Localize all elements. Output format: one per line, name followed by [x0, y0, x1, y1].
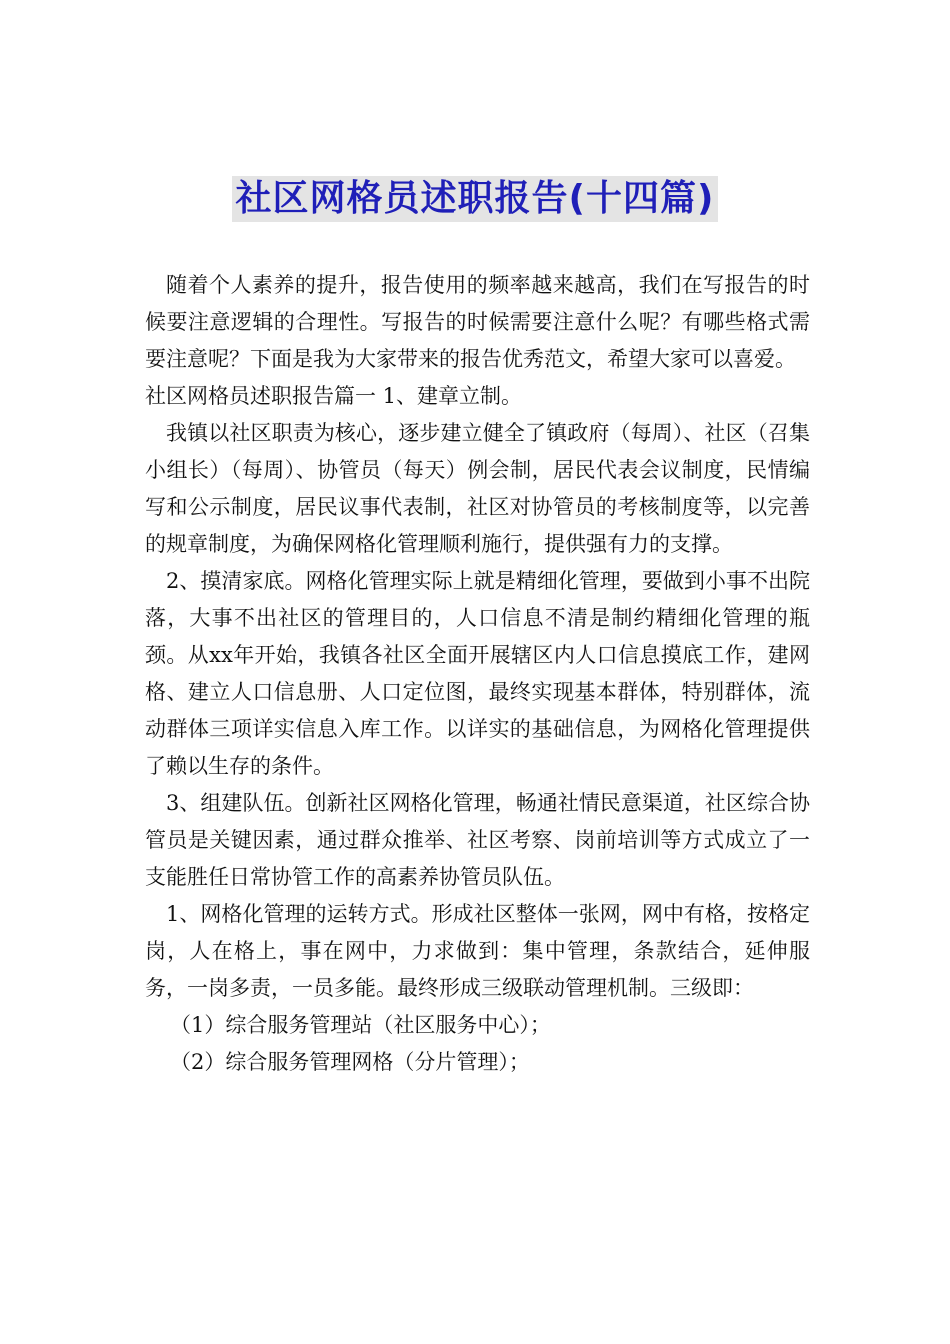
title-block	[0, 176, 950, 222]
document-body	[145, 267, 810, 1081]
list-item: （2）综合服务管理网格（分片管理）；	[170, 1050, 530, 1074]
list-item: （1）综合服务管理站（社区服务中心）；	[170, 1013, 551, 1037]
intro-paragraph: 随着个人素养的提升，报告使用的频率越来越高，我们在写报告的时候要注意逻辑的合理性。写报告的时候需要注意什么呢？有哪些格式需要注意呢？下面是我为大家带来的报告优秀范文，希望大家可以喜爱。	[145, 273, 810, 371]
section-heading: 社区网格员述职报告篇一 1、建章立制。	[145, 384, 523, 408]
document-title: 社区网格员述职报告(十四篇)	[232, 176, 719, 222]
body-paragraph: 我镇以社区职责为核心，逐步建立健全了镇政府（每周）、社区（召集小组长）（每周）、协管员（每天）例会制，居民代表会议制度，民情编写和公示制度，居民议事代表制，社区对协管员的考核制度等，以完善的规章制度，为确保网格化管理顺利施行，提供强有力的支撑。	[145, 421, 810, 556]
body-paragraph: 3、组建队伍。创新社区网格化管理，畅通社情民意渠道，社区综合协管员是关键因素，通过群众推举、社区考察、岗前培训等方式成立了一支能胜任日常协管工作的高素养协管员队伍。	[145, 791, 810, 889]
body-paragraph: 2、摸清家底。网格化管理实际上就是精细化管理，要做到小事不出院落，大事不出社区的管理目的，人口信息不清是制约精细化管理的瓶颈。从xx年开始，我镇各社区全面开展辖区内人口信息摸底工作，建网格、建立人口信息册、人口定位图，最终实现基本群体，特别群体，流动群体三项详实信息入库工作。以详实的基础信息，为网格化管理提供了赖以生存的条件。	[145, 569, 810, 778]
body-paragraph: 1、网格化管理的运转方式。形成社区整体一张网，网中有格，按格定岗，人在格上，事在网中，力求做到：集中管理，条款结合，延伸服务，一岗多责，一员多能。最终形成三级联动管理机制。三级即：	[145, 902, 810, 1000]
